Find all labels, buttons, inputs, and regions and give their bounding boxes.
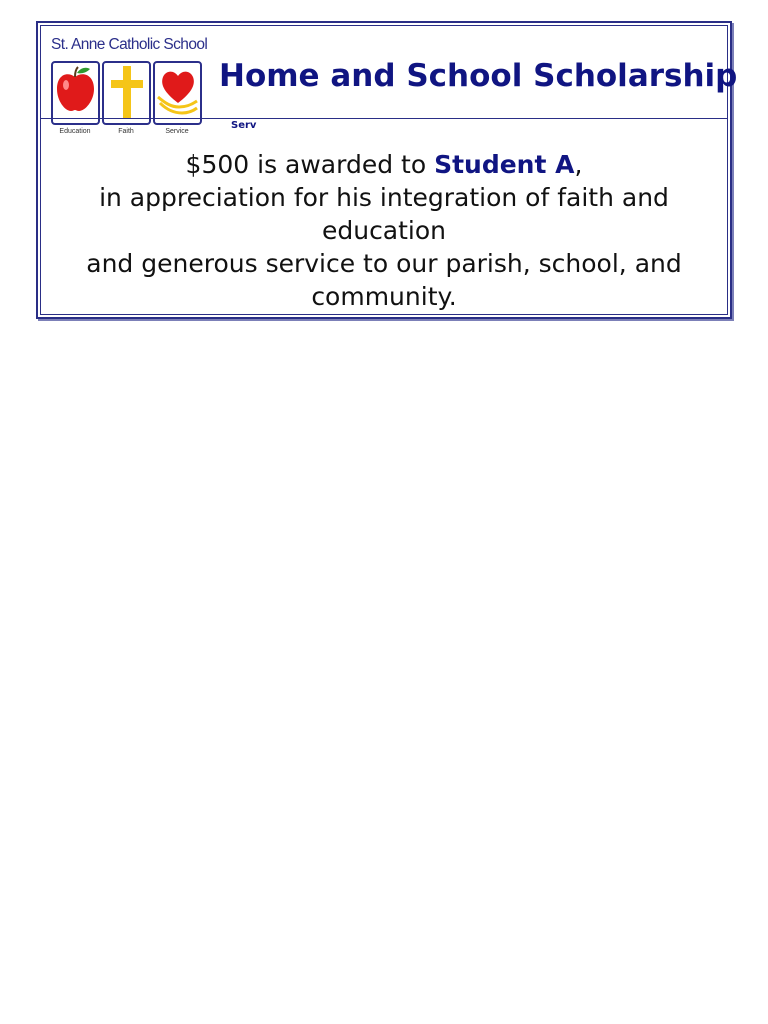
certificate-inner-border [40,25,738,315]
award-statement [41,148,727,313]
certificate-header [41,26,738,135]
logo-education-box [51,61,100,125]
header-divider [41,118,727,119]
apple-icon [53,63,98,123]
recipient-name: Student A [434,150,575,179]
award-line-3: and generous service to our parish, school, and community. [86,249,682,311]
recipient-comma: , [574,150,583,179]
logo-service-box [153,61,202,125]
award-amount-text: $500 is awarded to [185,150,435,179]
logo-school-name: St. Anne Catholic School [51,36,208,53]
certificate-title: Home and School Scholarship [219,58,738,94]
clipped-text-snippet: Serv [231,120,257,131]
logo-faith-box [102,61,151,125]
cross-icon [104,63,149,123]
logo-caption-education: Education [59,128,91,135]
scholarship-certificate [36,21,738,319]
award-line-1 [41,148,727,181]
school-logo [51,36,207,140]
heart-hands-icon [155,63,200,123]
logo-caption-service: Service [165,128,189,135]
award-line-2: in appreciation for his integration of faith and education [99,183,669,245]
logo-caption-faith: Faith [118,128,134,135]
